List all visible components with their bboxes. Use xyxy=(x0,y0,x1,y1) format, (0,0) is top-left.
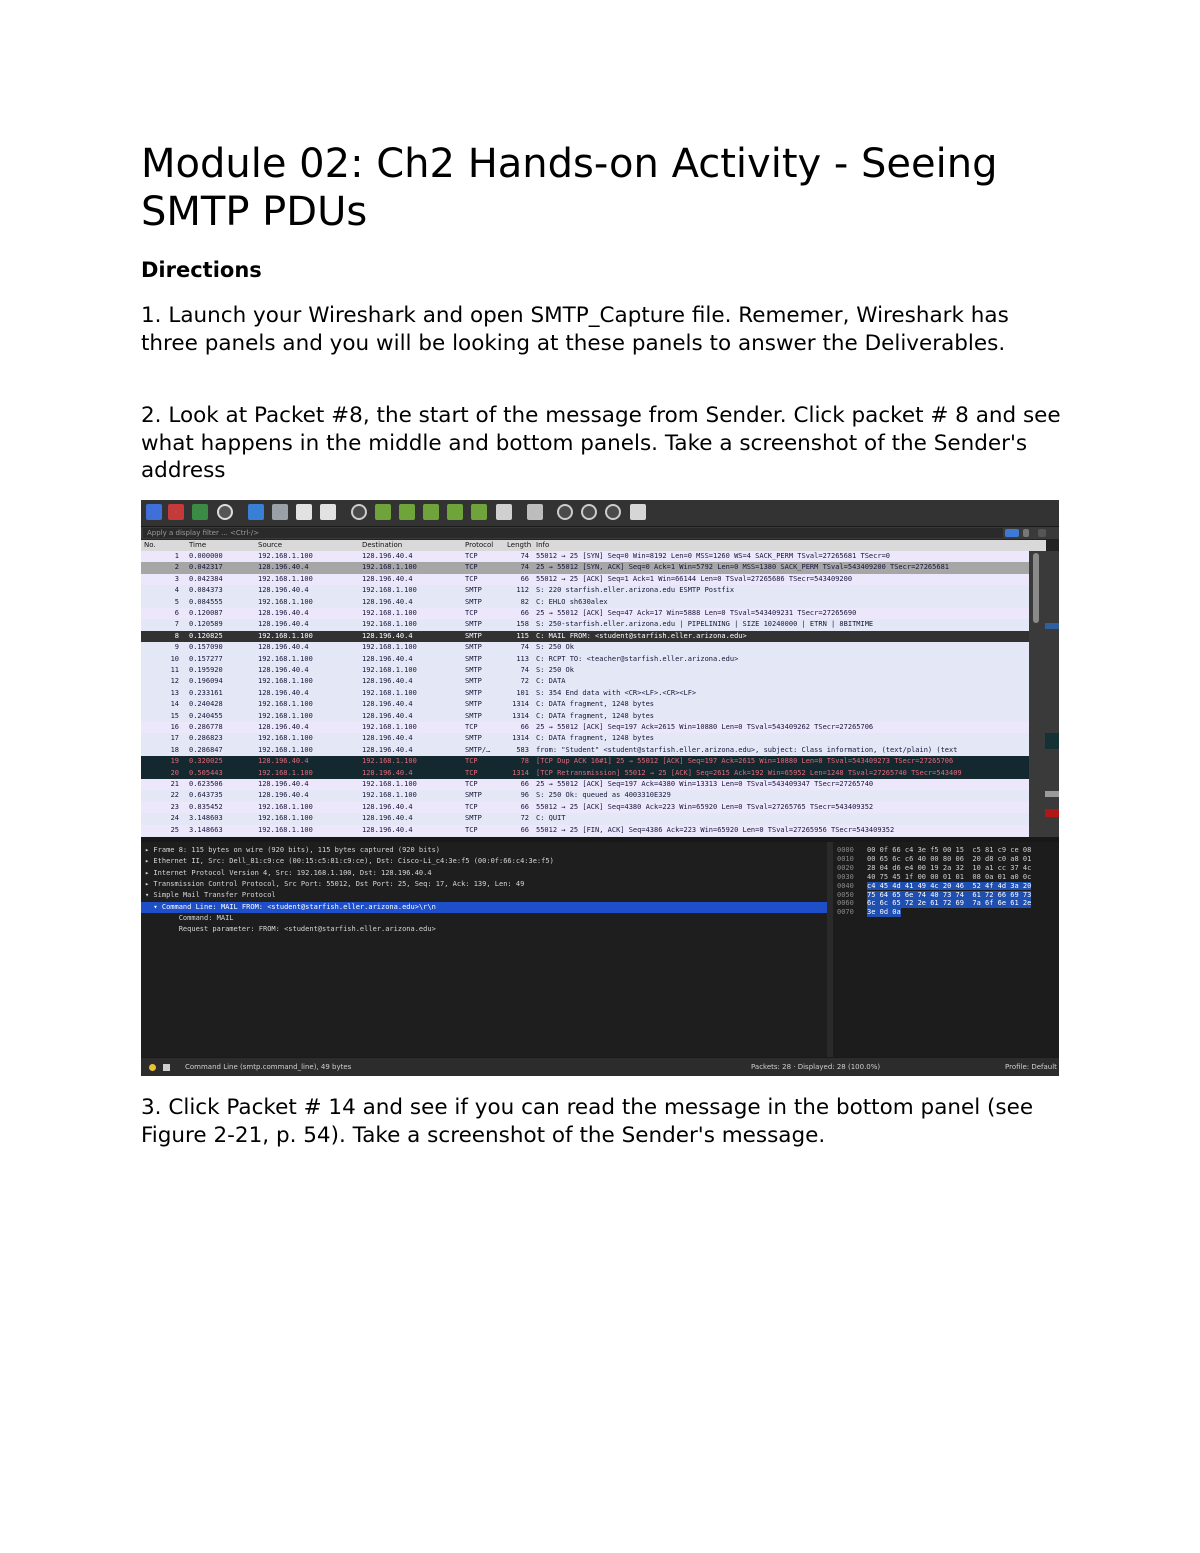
packet-row[interactable] xyxy=(141,631,1029,642)
packet-source: 128.196.40.4 xyxy=(258,620,309,629)
packet-destination: 128.196.40.4 xyxy=(362,734,413,743)
packet-time: 0.240455 xyxy=(189,711,223,720)
packet-source: 192.168.1.100 xyxy=(258,654,313,663)
packet-info: C: DATA fragment, 1248 bytes xyxy=(536,711,655,720)
packet-time: 0.157090 xyxy=(189,643,223,652)
packet-time: 0.623506 xyxy=(189,780,223,788)
packet-row[interactable] xyxy=(141,619,1029,630)
resize-columns-icon[interactable] xyxy=(630,504,646,520)
packet-list-header xyxy=(141,540,1046,551)
packet-info: 55012 → 25 [SYN] Seq=0 Win=8192 Len=0 MSS=1260 WS=4 SACK_PERM TSval=27265681 TSecr=0 xyxy=(536,552,891,560)
packet-source: 192.168.1.100 xyxy=(258,700,313,709)
packet-destination: 128.196.40.4 xyxy=(362,711,413,720)
status-field-info: Command Line (smtp.command_line), 49 bytes xyxy=(185,1063,352,1071)
packet-protocol: SMTP xyxy=(465,688,482,697)
packet-number: 8 xyxy=(174,631,179,640)
packet-row[interactable] xyxy=(141,642,1029,653)
packet-time: 0.120825 xyxy=(189,631,223,640)
column-source[interactable]: Source xyxy=(258,541,283,549)
packet-time: 0.196094 xyxy=(189,677,223,686)
wireshark-toolbar xyxy=(141,500,1059,527)
packet-number: 17 xyxy=(170,734,179,743)
column-destination[interactable]: Destination xyxy=(362,541,403,549)
packet-destination: 192.168.1.100 xyxy=(362,688,417,697)
packet-destination: 192.168.1.100 xyxy=(362,609,417,617)
packet-time: 0.286778 xyxy=(189,723,223,731)
hex-bytes[interactable]: 40 75 45 1f 00 00 01 01 08 0a 01 a0 0c xyxy=(867,872,1032,881)
packet-row[interactable] xyxy=(141,551,1029,562)
scrollbar-thumb[interactable] xyxy=(1033,553,1039,623)
column-protocol[interactable]: Protocol xyxy=(465,541,494,549)
status-bar xyxy=(141,1057,1059,1076)
packet-destination: 128.196.40.4 xyxy=(362,552,413,560)
packet-source: 128.196.40.4 xyxy=(258,643,309,652)
packet-length: 72 xyxy=(520,677,529,686)
expert-info-icon[interactable] xyxy=(149,1064,156,1071)
hex-offset: 0020 xyxy=(837,863,854,872)
packet-length: 1314 xyxy=(512,768,529,777)
packet-length: 112 xyxy=(516,586,529,595)
packet-protocol: SMTP xyxy=(465,597,482,606)
packet-source: 128.196.40.4 xyxy=(258,666,309,674)
packet-time: 0.195920 xyxy=(189,666,223,674)
detail-tree-item[interactable]: Request parameter: FROM: <student@starfish.eller.arizona.edu> xyxy=(145,925,436,934)
packet-number: 22 xyxy=(170,791,179,800)
packet-destination: 128.196.40.4 xyxy=(362,677,413,686)
packet-source: 128.196.40.4 xyxy=(258,723,309,731)
packet-time: 0.042317 xyxy=(189,563,223,572)
packet-time: 0.286847 xyxy=(189,745,223,754)
packet-time: 0.084373 xyxy=(189,586,223,595)
packet-source: 128.196.40.4 xyxy=(258,780,309,788)
hex-bytes[interactable]: 6c 6c 65 72 2e 61 72 69 7a 6f 6e 61 2e xyxy=(867,899,1032,908)
packet-protocol: TCP xyxy=(465,574,478,583)
packet-length: 66 xyxy=(520,723,529,731)
packet-protocol: SMTP xyxy=(465,654,482,663)
packet-destination: 192.168.1.100 xyxy=(362,620,417,629)
step-3-text: 3. Click Packet # 14 and see if you can read the message in the bottom panel (see Figure 2-21, p. 54). Take a screenshot of the Sender's message. xyxy=(141,1095,1034,1148)
go-last-packet-icon[interactable] xyxy=(471,504,487,520)
packet-info: C: DATA xyxy=(536,677,566,686)
packet-length: 1314 xyxy=(512,700,529,709)
packet-row[interactable] xyxy=(141,768,1029,779)
packet-row[interactable] xyxy=(141,779,1029,790)
packet-time: 3.148663 xyxy=(189,825,223,834)
packet-destination: 128.196.40.4 xyxy=(362,700,413,709)
packet-time: 0.505443 xyxy=(189,768,223,777)
packet-protocol: TCP xyxy=(465,802,478,811)
packet-source: 128.196.40.4 xyxy=(258,757,309,766)
packet-destination: 192.168.1.100 xyxy=(362,757,417,766)
status-profile[interactable]: Profile: Default xyxy=(1005,1063,1057,1071)
packet-source: 192.168.1.100 xyxy=(258,734,313,743)
packet-length: 66 xyxy=(520,609,529,617)
packet-time: 0.042384 xyxy=(189,574,223,583)
packet-row[interactable] xyxy=(141,608,1029,619)
packet-source: 192.168.1.100 xyxy=(258,574,313,583)
detail-tree-item[interactable]: ▾ Command Line: MAIL FROM: <student@starfish.eller.arizona.edu>\r\n xyxy=(141,902,827,913)
hex-bytes[interactable]: 00 65 6c c6 40 00 80 06 20 d8 c0 a8 01 xyxy=(867,854,1032,863)
packet-length: 1314 xyxy=(512,711,529,720)
packet-info: 55012 → 25 [ACK] Seq=4380 Ack=223 Win=65920 Len=0 TSval=27265765 TSecr=543409352 xyxy=(536,802,874,811)
wireshark-screenshot xyxy=(141,500,1059,1076)
packet-protocol: SMTP xyxy=(465,814,482,823)
packet-number: 5 xyxy=(174,597,179,606)
packet-protocol: SMTP xyxy=(465,643,482,652)
packet-protocol: SMTP xyxy=(465,791,482,800)
packet-length: 66 xyxy=(520,574,529,583)
packet-number: 3 xyxy=(174,574,179,583)
step-2-text: 2. Look at Packet #8, the start of the message from Sender. Click packet # 8 and see what happens in the middle and bottom panels. Take a screenshot of the Sender's address xyxy=(141,403,1061,483)
packet-protocol: SMTP xyxy=(465,620,482,629)
packet-source: 192.168.1.100 xyxy=(258,814,313,823)
packet-length: 66 xyxy=(520,780,529,788)
hex-bytes[interactable]: c4 45 4d 41 49 4c 20 46 52 4f 4d 3a 20 xyxy=(867,881,1032,890)
packet-list xyxy=(141,551,1029,837)
packet-length: 113 xyxy=(516,654,529,663)
restart-capture-icon[interactable] xyxy=(192,504,208,520)
status-packet-count: Packets: 28 · Displayed: 28 (100.0%) xyxy=(751,1063,881,1071)
packet-info: 55012 → 25 [ACK] Seq=1 Ack=1 Win=66144 Len=0 TSval=27265686 TSecr=543409200 xyxy=(536,574,853,583)
detail-tree-item[interactable]: ▸ Internet Protocol Version 4, Src: 192.168.1.100, Dst: 128.196.40.4 xyxy=(145,868,432,877)
packet-destination: 128.196.40.4 xyxy=(362,768,413,777)
packet-info: S: 220 starfish.eller.arizona.edu ESMTP Postfix xyxy=(536,586,735,595)
go-to-packet-icon[interactable] xyxy=(423,504,439,520)
packet-source: 192.168.1.100 xyxy=(258,802,313,811)
packet-time: 0.120087 xyxy=(189,609,223,617)
packet-source: 128.196.40.4 xyxy=(258,791,309,800)
packet-list-scrollbar[interactable] xyxy=(1029,551,1059,837)
packet-source: 128.196.40.4 xyxy=(258,586,309,595)
packet-time: 0.084555 xyxy=(189,597,223,606)
packet-length: 74 xyxy=(520,563,529,572)
packet-length: 66 xyxy=(520,802,529,811)
packet-source: 192.168.1.100 xyxy=(258,597,313,606)
packet-protocol: SMTP xyxy=(465,666,482,674)
detail-tree-item[interactable]: Command: MAIL xyxy=(145,913,234,922)
packet-info: S: 250 Ok xyxy=(536,666,574,674)
stop-capture-icon[interactable] xyxy=(168,504,184,520)
packet-destination: 192.168.1.100 xyxy=(362,586,417,595)
packet-number: 2 xyxy=(174,563,179,572)
packet-info: S: 250-starfish.eller.arizona.edu | PIPELINING | SIZE 10240000 | ETRN | 8BITMIME xyxy=(536,620,874,629)
column-time[interactable]: Time xyxy=(189,541,207,549)
minimap-mark xyxy=(1045,733,1059,749)
packet-time: 0.233161 xyxy=(189,688,223,697)
close-file-icon[interactable] xyxy=(296,504,312,520)
detail-tree-item[interactable]: ▸ Transmission Control Protocol, Src Port: 55012, Dst Port: 25, Seq: 17, Ack: 139, Len: 49 xyxy=(145,879,525,888)
packet-info: C: MAIL FROM: <student@starfish.eller.arizona.edu> xyxy=(536,631,747,640)
packet-number: 18 xyxy=(170,745,179,754)
find-packet-icon[interactable] xyxy=(351,504,367,520)
packet-destination: 192.168.1.100 xyxy=(362,791,417,800)
packet-destination: 128.196.40.4 xyxy=(362,597,413,606)
packet-source: 192.168.1.100 xyxy=(258,825,313,834)
packet-protocol: TCP xyxy=(465,768,478,777)
packet-time: 0.835452 xyxy=(189,802,223,811)
packet-number: 10 xyxy=(170,654,179,663)
packet-number: 19 xyxy=(170,757,179,766)
packet-info: S: 354 End data with <CR><LF>.<CR><LF> xyxy=(536,688,697,697)
hex-offset: 0010 xyxy=(837,854,854,863)
packet-time: 0.000000 xyxy=(189,552,223,560)
minimap-mark xyxy=(1045,623,1059,629)
packet-number: 4 xyxy=(174,586,179,595)
packet-row[interactable] xyxy=(141,745,1029,756)
packet-time: 0.240428 xyxy=(189,700,223,709)
packet-number: 15 xyxy=(170,711,179,720)
packet-info: [TCP Retransmission] 55012 → 25 [ACK] Seq=2615 Ack=192 Win=65952 Len=1248 TSval=27265740 TSecr=543409 xyxy=(536,768,962,777)
capture-options-icon[interactable] xyxy=(217,504,233,520)
packet-info: 25 → 55012 [ACK] Seq=197 Ack=4380 Win=13313 Len=0 TSval=543409347 TSecr=27265740 xyxy=(536,780,874,788)
packet-number: 25 xyxy=(170,825,179,834)
packet-info: [TCP Dup ACK 16#1] 25 → 55012 [ACK] Seq=197 Ack=2615 Win=10880 Len=0 TSval=543409273 TSecr=27265706 xyxy=(536,757,954,766)
zoom-normal-icon[interactable] xyxy=(605,504,621,520)
column-length[interactable]: Length xyxy=(507,541,532,549)
packet-destination: 192.168.1.100 xyxy=(362,780,417,788)
reload-file-icon[interactable] xyxy=(320,504,336,520)
packet-protocol: TCP xyxy=(465,609,478,617)
packet-destination: 192.168.1.100 xyxy=(362,666,417,674)
packet-protocol: SMTP xyxy=(465,631,482,640)
packet-row[interactable] xyxy=(141,802,1029,813)
add-filter-button-icon[interactable] xyxy=(1038,529,1046,537)
packet-source: 192.168.1.100 xyxy=(258,768,313,777)
packet-number: 23 xyxy=(170,802,179,811)
minimap-mark xyxy=(1045,791,1059,797)
packet-length: 74 xyxy=(520,552,529,560)
packet-info: C: DATA fragment, 1248 bytes xyxy=(536,734,655,743)
column-no[interactable]: No. xyxy=(144,541,156,549)
hex-bytes[interactable]: 00 0f 66 c4 3e f5 00 15 c5 81 c9 ce 08 xyxy=(867,846,1032,854)
filter-bookmark-icon[interactable] xyxy=(1005,529,1019,537)
packet-protocol: SMTP xyxy=(465,734,482,743)
packet-row[interactable] xyxy=(141,756,1029,767)
start-capture-icon[interactable] xyxy=(146,504,162,520)
packet-info: S: 250 Ok: queued as 4003310E329 xyxy=(536,791,671,800)
hex-offset: 0040 xyxy=(837,881,854,890)
directions-heading: Directions xyxy=(141,258,262,282)
packet-protocol: TCP xyxy=(465,552,478,560)
packet-time: 0.120589 xyxy=(189,620,223,629)
packet-row[interactable] xyxy=(141,562,1029,573)
packet-time: 0.286823 xyxy=(189,734,223,743)
packet-protocol: SMTP xyxy=(465,677,482,686)
hex-offset: 0060 xyxy=(837,899,854,908)
zoom-in-icon[interactable] xyxy=(557,504,573,520)
packet-destination: 128.196.40.4 xyxy=(362,825,413,834)
packet-length: 72 xyxy=(520,814,529,823)
packet-destination: 128.196.40.4 xyxy=(362,654,413,663)
hex-bytes[interactable]: 75 64 65 6e 74 40 73 74 61 72 66 69 73 xyxy=(867,890,1032,899)
packet-number: 7 xyxy=(174,620,179,629)
packet-source: 128.196.40.4 xyxy=(258,563,309,572)
packet-protocol: TCP xyxy=(465,780,478,788)
packet-number: 24 xyxy=(170,814,179,823)
hex-bytes[interactable]: 28 04 d6 e4 00 19 2a 32 10 a1 cc 37 4c xyxy=(867,863,1032,872)
packet-time: 0.643735 xyxy=(189,791,223,800)
packet-source: 192.168.1.100 xyxy=(258,631,313,640)
packet-info: C: EHLO sh630alex xyxy=(536,597,608,606)
detail-tree-item[interactable]: ▸ Ethernet II, Src: Dell_81:c9:ce (00:15:c5:81:c9:ce), Dst: Cisco-Li_c4:3e:f5 (00:0f:66:c4:3e:f5) xyxy=(145,857,554,866)
hex-offset: 0000 xyxy=(837,846,854,854)
packet-destination: 128.196.40.4 xyxy=(362,814,413,823)
packet-info: 25 → 55012 [SYN, ACK] Seq=0 Ack=1 Win=5792 Len=0 MSS=1380 SACK_PERM TSval=543409200 TSecr=27265681 xyxy=(536,563,950,572)
packet-time: 3.148603 xyxy=(189,814,223,823)
capture-comment-icon[interactable] xyxy=(163,1064,170,1071)
packet-info: 25 → 55012 [ACK] Seq=47 Ack=17 Win=5888 Len=0 TSval=543409231 TSecr=27265690 xyxy=(536,609,857,617)
packet-length: 115 xyxy=(516,631,529,640)
display-filter-input[interactable]: Apply a display filter ... <Ctrl-/> xyxy=(143,528,1003,538)
packet-number: 13 xyxy=(170,688,179,697)
packet-length: 74 xyxy=(520,666,529,674)
packet-row[interactable] xyxy=(141,574,1029,585)
packet-source: 192.168.1.100 xyxy=(258,745,313,754)
autoscroll-icon[interactable] xyxy=(496,504,512,520)
packet-row[interactable] xyxy=(141,597,1029,608)
packet-row[interactable] xyxy=(141,585,1029,596)
packet-number: 11 xyxy=(170,666,179,674)
packet-length: 74 xyxy=(520,643,529,652)
packet-row[interactable] xyxy=(141,654,1029,665)
document-title: Module 02: Ch2 Hands-on Activity - Seeing SMTP PDUs xyxy=(141,141,998,235)
packet-protocol: SMTP/… xyxy=(465,745,491,754)
go-back-icon[interactable] xyxy=(375,504,391,520)
zoom-out-icon[interactable] xyxy=(581,504,597,520)
packet-row[interactable] xyxy=(141,722,1029,733)
packet-destination: 128.196.40.4 xyxy=(362,631,413,640)
packet-row[interactable] xyxy=(141,688,1029,699)
display-filter-bar xyxy=(141,527,1059,539)
packet-protocol: TCP xyxy=(465,825,478,834)
packet-info: 55012 → 25 [FIN, ACK] Seq=4386 Ack=223 Win=65920 Len=0 TSval=27265956 TSecr=543409352 xyxy=(536,825,895,834)
packet-number: 9 xyxy=(174,643,179,652)
hex-offset: 0030 xyxy=(837,872,854,881)
packet-number: 14 xyxy=(170,700,179,709)
hex-offset: 0050 xyxy=(837,890,854,899)
open-file-icon[interactable] xyxy=(248,504,264,520)
packet-row[interactable] xyxy=(141,711,1029,722)
packet-details-pane xyxy=(141,842,827,1057)
packet-destination: 192.168.1.100 xyxy=(362,723,417,731)
packet-length: 583 xyxy=(516,745,529,754)
packet-number: 6 xyxy=(174,609,179,617)
packet-protocol: TCP xyxy=(465,723,478,731)
packet-row[interactable] xyxy=(141,790,1029,801)
packet-number: 12 xyxy=(170,677,179,686)
detail-tree-item[interactable]: ▸ Frame 8: 115 bytes on wire (920 bits), 115 bytes captured (920 bits) xyxy=(145,846,441,854)
packet-protocol: TCP xyxy=(465,563,478,572)
hex-offset: 0070 xyxy=(837,908,854,917)
packet-protocol: SMTP xyxy=(465,586,482,595)
go-first-packet-icon[interactable] xyxy=(447,504,463,520)
packet-info: C: QUIT xyxy=(536,814,566,823)
packet-number: 20 xyxy=(170,768,179,777)
step-1-text: 1. Launch your Wireshark and open SMTP_Capture file. Rememer, Wireshark has three panels and you will be looking at these panels to answer the Deliverables. xyxy=(141,303,1009,356)
packet-source: 192.168.1.100 xyxy=(258,552,313,560)
minimap-mark xyxy=(1045,809,1059,817)
packet-number: 1 xyxy=(174,552,179,560)
packet-row[interactable] xyxy=(141,733,1029,744)
packet-length: 66 xyxy=(520,825,529,834)
packet-length: 82 xyxy=(520,597,529,606)
packet-info: C: DATA fragment, 1248 bytes xyxy=(536,700,655,709)
packet-number: 21 xyxy=(170,780,179,788)
packet-row[interactable] xyxy=(141,676,1029,687)
packet-time: 0.157277 xyxy=(189,654,223,663)
packet-number: 16 xyxy=(170,723,179,731)
go-forward-icon[interactable] xyxy=(399,504,415,520)
hex-bytes[interactable]: 3e 0d 0a xyxy=(867,908,901,917)
packet-destination: 128.196.40.4 xyxy=(362,802,413,811)
packet-destination: 128.196.40.4 xyxy=(362,745,413,754)
packet-length: 101 xyxy=(516,688,529,697)
packet-info: S: 250 Ok xyxy=(536,643,574,652)
packet-bytes-pane xyxy=(833,842,1059,1057)
packet-length: 96 xyxy=(520,791,529,800)
save-file-icon[interactable] xyxy=(272,504,288,520)
filter-dropdown-icon[interactable] xyxy=(1023,529,1029,537)
packet-row[interactable] xyxy=(141,813,1029,824)
packet-protocol: SMTP xyxy=(465,700,482,709)
packet-length: 78 xyxy=(520,757,529,766)
packet-length: 1314 xyxy=(512,734,529,743)
packet-source: 128.196.40.4 xyxy=(258,609,309,617)
packet-source: 192.168.1.100 xyxy=(258,677,313,686)
column-info[interactable]: Info xyxy=(536,541,550,549)
packet-row[interactable] xyxy=(141,825,1029,836)
colorize-icon[interactable] xyxy=(527,504,543,520)
packet-destination: 128.196.40.4 xyxy=(362,574,413,583)
packet-destination: 192.168.1.100 xyxy=(362,643,417,652)
packet-source: 128.196.40.4 xyxy=(258,688,309,697)
packet-row[interactable] xyxy=(141,665,1029,676)
packet-destination: 192.168.1.100 xyxy=(362,563,417,572)
packet-source: 192.168.1.100 xyxy=(258,711,313,720)
packet-protocol: SMTP xyxy=(465,711,482,720)
packet-time: 0.320025 xyxy=(189,757,223,766)
detail-tree-item[interactable]: ▾ Simple Mail Transfer Protocol xyxy=(145,891,276,900)
packet-row[interactable] xyxy=(141,699,1029,710)
packet-length: 158 xyxy=(516,620,529,629)
packet-info: C: RCPT TO: <teacher@starfish.eller.arizona.edu> xyxy=(536,654,739,663)
packet-protocol: TCP xyxy=(465,757,478,766)
packet-info: 25 → 55012 [ACK] Seq=197 Ack=2615 Win=10880 Len=0 TSval=543409262 TSecr=27265706 xyxy=(536,723,874,731)
packet-info: from: "Student" <student@starfish.eller.arizona.edu>, subject: Class information, (text/plain) (text xyxy=(536,745,958,754)
